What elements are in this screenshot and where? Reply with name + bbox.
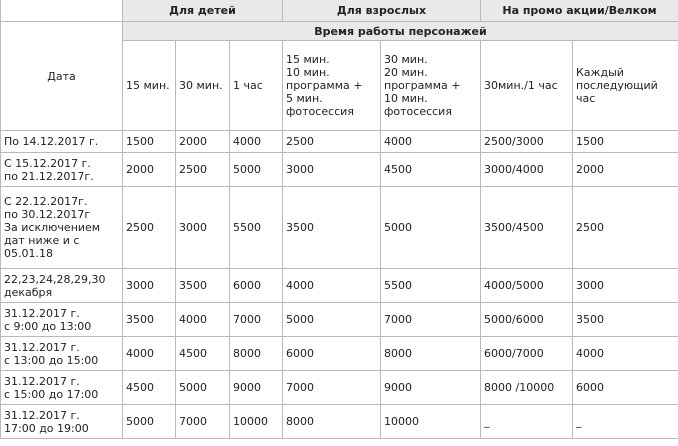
date-cell-line: декабря bbox=[4, 285, 53, 299]
price-cell: 7000 bbox=[230, 303, 283, 337]
table-row bbox=[1, 153, 678, 187]
price-cell: 5500 bbox=[381, 269, 481, 303]
price-cell: 1500 bbox=[573, 131, 678, 153]
price-cell: 6000 bbox=[573, 371, 678, 405]
subheader-3-line: 5 мин. bbox=[286, 92, 323, 105]
price-cell: 3000 bbox=[283, 153, 381, 187]
price-cell: 9000 bbox=[381, 371, 481, 405]
subheader-4-line: 20 мин. bbox=[384, 66, 428, 79]
subheader-1-line: 30 мин. bbox=[179, 79, 223, 92]
date-cell-line: дат ниже и с bbox=[4, 234, 80, 247]
price-cell: 4000/5000 bbox=[481, 269, 573, 303]
price-cell: 6000 bbox=[283, 337, 381, 371]
header-blank bbox=[1, 0, 123, 22]
price-cell: 5000 bbox=[381, 187, 481, 269]
date-cell-line: С 15.12.2017 г. bbox=[4, 156, 91, 170]
price-cell: 3000/4000 bbox=[481, 153, 573, 187]
price-cell: 8000 bbox=[283, 405, 381, 439]
date-cell bbox=[1, 131, 123, 153]
subheader-6-line: час bbox=[576, 92, 596, 105]
price-cell: _ bbox=[481, 405, 573, 439]
price-cell: 3000 bbox=[573, 269, 678, 303]
subheader-5-line: 30мин./1 час bbox=[484, 79, 558, 92]
table-row bbox=[1, 337, 678, 371]
price-cell: _ bbox=[573, 405, 678, 439]
price-cell: 10000 bbox=[381, 405, 481, 439]
subheader-2-line: 1 час bbox=[233, 79, 263, 92]
subheader-5 bbox=[481, 41, 573, 131]
price-cell: 2500 bbox=[176, 153, 230, 187]
date-cell bbox=[1, 187, 123, 269]
subheader-4 bbox=[381, 41, 481, 131]
date-cell-line: по 30.12.2017г bbox=[4, 208, 91, 221]
price-cell: 8000 bbox=[381, 337, 481, 371]
price-cell: 2000 bbox=[123, 153, 176, 187]
price-cell: 5000 bbox=[283, 303, 381, 337]
subheader-6-line: последующий bbox=[576, 79, 658, 92]
subheader-4-line: 10 мин. bbox=[384, 92, 428, 105]
header-date: Дата bbox=[1, 22, 123, 131]
price-cell: 4000 bbox=[283, 269, 381, 303]
subheader-4-line: фотосессия bbox=[384, 105, 452, 118]
price-cell: 2000 bbox=[573, 153, 678, 187]
table-row bbox=[1, 303, 678, 337]
subheader-6-line: Каждый bbox=[576, 66, 624, 79]
table-row bbox=[1, 371, 678, 405]
table-row bbox=[1, 131, 678, 153]
price-cell: 6000/7000 bbox=[481, 337, 573, 371]
date-cell-line: 17:00 до 19:00 bbox=[4, 421, 89, 435]
date-cell-line: 31.12.2017 г. bbox=[4, 340, 80, 354]
price-cell: 4000 bbox=[176, 303, 230, 337]
header-kids: Для детей bbox=[123, 0, 283, 22]
date-cell-line: 31.12.2017 г. bbox=[4, 374, 80, 388]
price-cell: 3500 bbox=[573, 303, 678, 337]
header-promo: На промо акции/Велком bbox=[481, 0, 678, 22]
date-cell bbox=[1, 303, 123, 337]
date-cell bbox=[1, 269, 123, 303]
date-cell bbox=[1, 405, 123, 439]
price-cell: 3000 bbox=[123, 269, 176, 303]
subheader-3-line: фотосессия bbox=[286, 105, 354, 118]
subheader-3-line: программа + bbox=[286, 79, 363, 92]
date-cell-line: 31.12.2017 г. bbox=[4, 408, 80, 422]
price-cell: 4000 bbox=[230, 131, 283, 153]
subheader-3-line: 10 мин. bbox=[286, 66, 330, 79]
price-cell: 2500/3000 bbox=[481, 131, 573, 153]
price-cell: 5000 bbox=[176, 371, 230, 405]
date-cell-line: С 22.12.2017г. bbox=[4, 195, 88, 208]
price-cell: 2500 bbox=[573, 187, 678, 269]
price-cell: 3500 bbox=[123, 303, 176, 337]
subheader-3 bbox=[283, 41, 381, 131]
date-cell-line: с 13:00 до 15:00 bbox=[4, 353, 99, 367]
table-row bbox=[1, 187, 678, 269]
price-cell: 4500 bbox=[381, 153, 481, 187]
price-cell: 7000 bbox=[283, 371, 381, 405]
price-cell: 2000 bbox=[176, 131, 230, 153]
date-cell-line: За исключением bbox=[4, 221, 101, 234]
subheader-3-line: 15 мин. bbox=[286, 53, 330, 66]
date-cell-line: с 15:00 до 17:00 bbox=[4, 387, 99, 401]
subheader-2 bbox=[230, 41, 283, 131]
price-cell: 4000 bbox=[573, 337, 678, 371]
price-cell: 4500 bbox=[176, 337, 230, 371]
price-cell: 3500/4500 bbox=[481, 187, 573, 269]
date-cell bbox=[1, 371, 123, 405]
date-cell bbox=[1, 153, 123, 187]
price-cell: 5000 bbox=[230, 153, 283, 187]
table-row bbox=[1, 405, 678, 439]
price-cell: 8000 bbox=[230, 337, 283, 371]
subheader-1 bbox=[176, 41, 230, 131]
date-cell-line: По 14.12.2017 г. bbox=[4, 135, 99, 148]
price-cell: 7000 bbox=[381, 303, 481, 337]
price-cell: 9000 bbox=[230, 371, 283, 405]
price-cell: 8000 /10000 bbox=[481, 371, 573, 405]
price-cell: 10000 bbox=[230, 405, 283, 439]
price-cell: 4000 bbox=[381, 131, 481, 153]
price-cell: 2500 bbox=[123, 187, 176, 269]
price-cell: 2500 bbox=[283, 131, 381, 153]
price-cell: 7000 bbox=[176, 405, 230, 439]
price-cell: 5000/6000 bbox=[481, 303, 573, 337]
price-cell: 1500 bbox=[123, 131, 176, 153]
price-cell: 4000 bbox=[123, 337, 176, 371]
price-cell: 3000 bbox=[176, 187, 230, 269]
price-cell: 4500 bbox=[123, 371, 176, 405]
subheader-0-line: 15 мин. bbox=[126, 79, 170, 92]
subheader-4-line: 30 мин. bbox=[384, 53, 428, 66]
price-cell: 3500 bbox=[176, 269, 230, 303]
date-cell-line: 22,23,24,28,29,30 bbox=[4, 272, 106, 286]
price-cell: 5000 bbox=[123, 405, 176, 439]
price-cell: 3500 bbox=[283, 187, 381, 269]
subheader-4-line: программа + bbox=[384, 79, 461, 92]
table-row bbox=[1, 269, 678, 303]
date-cell-line: 31.12.2017 г. bbox=[4, 306, 80, 320]
subheader-0 bbox=[123, 41, 176, 131]
date-cell-line: с 9:00 до 13:00 bbox=[4, 319, 92, 333]
date-cell bbox=[1, 337, 123, 371]
header-adults: Для взрослых bbox=[283, 0, 481, 22]
date-cell-line: 05.01.18 bbox=[4, 247, 53, 260]
date-cell-line: по 21.12.2017г. bbox=[4, 169, 94, 183]
subheader-6 bbox=[573, 41, 678, 131]
price-cell: 5500 bbox=[230, 187, 283, 269]
header-work-time: Время работы персонажей bbox=[123, 22, 678, 41]
price-cell: 6000 bbox=[230, 269, 283, 303]
